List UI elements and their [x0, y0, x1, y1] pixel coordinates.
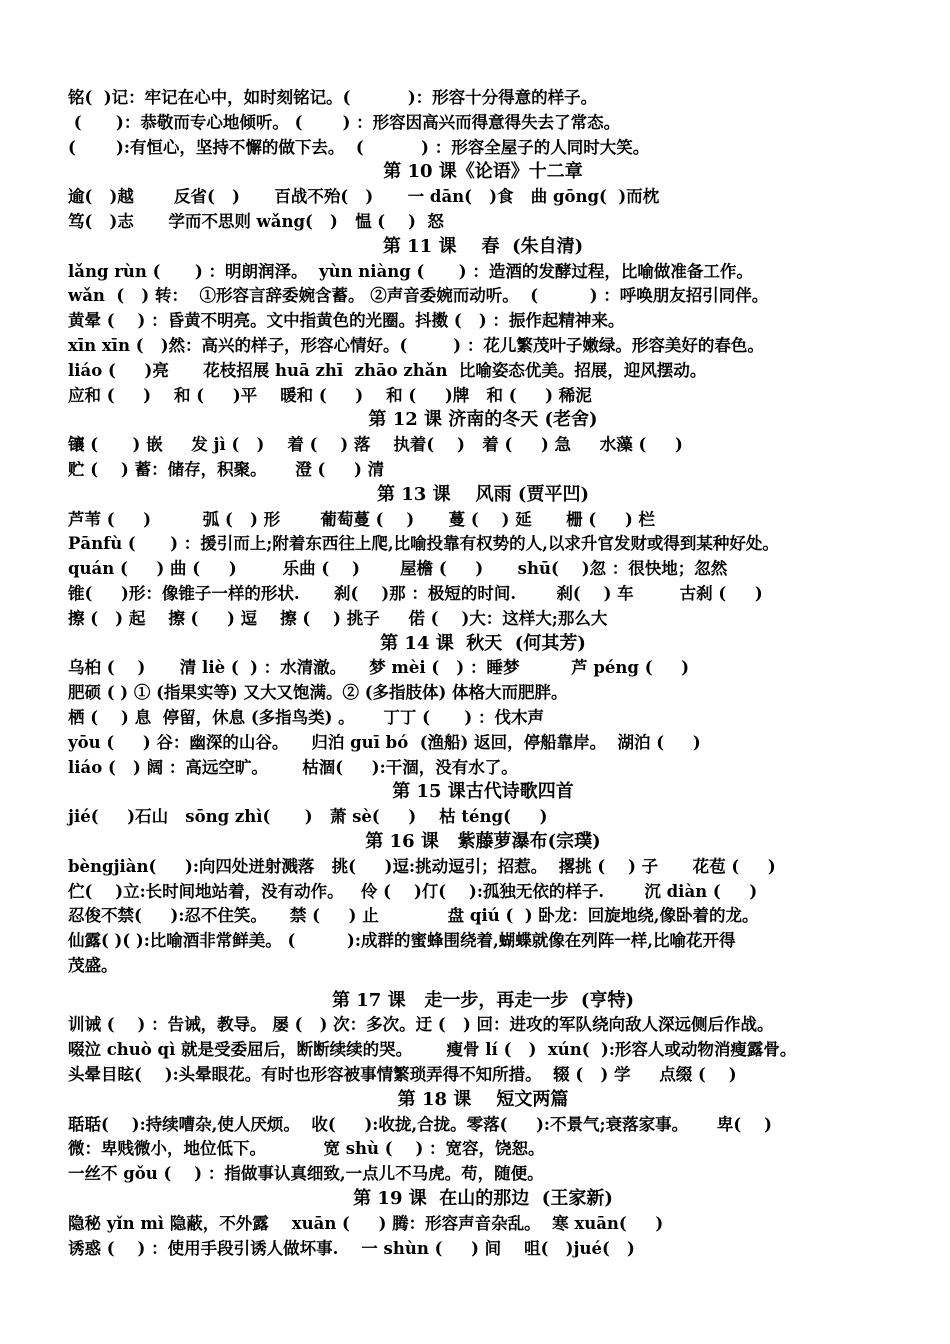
- text-line: 仙露( )( ):比喻酒非常鲜美。 ( ):成群的蜜蜂围绕着,蝴蝶就像在列阵一样,比喻花开得: [68, 931, 736, 951]
- worksheet-page: [68, 86, 898, 1261]
- text-line: 铭( )记：牢记在心中，如时刻铭记。( )：形容十分得意的样子。: [68, 88, 598, 107]
- text-line: 诱惑 ( ) ：使用手段引诱人做坏事. 一 shùn ( ) 间 咀( )jué( ): [68, 1238, 635, 1258]
- text-line: 微：卑贱微小，地位低下。 宽 shù ( ) ：宽容，饶恕。: [68, 1139, 545, 1159]
- text-line: 头晕目眩( ):头晕眼花。有时也形容被事情繁琐弄得不知所措。 辍 ( ) 学 点缀 ( ): [68, 1065, 737, 1085]
- text-line: 锥( )形：像锥子一样的形状. 刹( )那 ：极短的时间. 刹( ) 车 古刹 ( ): [68, 583, 763, 603]
- lesson-heading: 第 10 课《论语》十二章: [383, 161, 583, 183]
- lesson-heading: 第 18 课 短文两篇: [397, 1088, 569, 1110]
- text-line: 乌桕 ( ) 清 liè ( ) ：水清澈。 梦 mèi ( ) ：睡梦 芦 péng ( ): [68, 658, 690, 678]
- text-line: 笃( )志 学而不思则 wǎng( ) 愠 ( ) 怒: [68, 211, 444, 231]
- text-line: 一丝不 gǒu ( ) ：指做事认真细致,一点儿不马虎。苟，随便。: [68, 1164, 544, 1184]
- text-line: liáo ( ) 阔 ：高远空旷。 枯涸( ):干涸，没有水了。: [68, 757, 518, 777]
- lesson-heading: 第 19 课 在山的那边 (王家新): [353, 1188, 613, 1210]
- text-line: ( )：恭敬而专心地倾听。 ( ) ：形容因高兴而得意得失去了常态。: [68, 112, 621, 132]
- text-line: 擦 ( ) 起 擦 ( ) 逗 擦 ( ) 挑子 偌 ( )大：这样大;那么大: [68, 608, 608, 628]
- text-line: 聒聒( ):持续嘈杂,使人厌烦。 收( ):收拢,合拢。零落( ):不景气;衰落家事。 卑( ): [68, 1114, 772, 1134]
- text-line: 黄晕 ( ) ：昏黄不明亮。文中指黄色的光圈。抖擞 ( ) ：振作起精神来。: [68, 311, 625, 331]
- lesson-heading: 第 17 课 走一步，再走一步 (亨特): [332, 989, 634, 1011]
- lesson-heading: 第 13 课 风雨 (贾平凹): [377, 483, 589, 505]
- text-line: lǎng rùn ( ) ：明朗润泽。 yùn niàng ( ) ：造酒的发酵过程，比喻做准备工作。: [68, 261, 753, 281]
- lesson-heading: 第 12 课 济南的冬天 (老舍): [368, 409, 598, 431]
- text-line: 隐秘 yǐn mì 隐蔽，不外露 xuān ( ) 腾：形容声音杂乱。 寒 xuān( ): [68, 1213, 664, 1233]
- text-line: 训诫 ( ) ：告诫，教导。 屡 ( ) 次：多次。迂 ( ) 回：进攻的军队绕向敌人深远侧后作战。: [68, 1015, 774, 1035]
- lesson-heading: 第 15 课古代诗歌四首: [392, 781, 574, 803]
- text-line: Pānfù ( ) ：援引而上;附着东西往上爬,比喻投靠有权势的人,以求升官发财或得到某种好处。: [68, 534, 779, 554]
- text-line: liáo ( )亮 花枝招展 huā zhī zhāo zhǎn 比喻姿态优美。招展，迎风摆动。: [68, 360, 707, 380]
- lesson-heading: 第 16 课 紫藤萝瀑布(宗璞): [365, 830, 601, 852]
- text-line: 逾( )越 反省( ) 百战不殆( ) 一 dān( )食 曲 gōng( )而枕: [68, 187, 660, 207]
- text-line: quán ( ) 曲 ( ) 乐曲 ( ) 屋檐 ( ) shū( )忽 ：很快地；忽然: [68, 559, 728, 579]
- text-line: ( ):有恒心，坚持不懈的做下去。 ( ) ：形容全屋子的人同时大笑。: [68, 137, 650, 157]
- text-line: jié( )石山 sōng zhì( ) 萧 sè( ) 枯 téng( ): [68, 807, 548, 827]
- lesson-heading: 第 14 课 秋天 (何其芳): [380, 632, 586, 654]
- text-line: 肥硕 ( ) ① (指果实等) 又大又饱满。② (多指肢体) 体格大而肥胖。: [68, 683, 568, 703]
- text-line: 忍俊不禁( ):忍不住笑。 禁 ( ) 止 盘 qiú ( ) 卧龙：回旋地绕,像卧着的龙。: [68, 906, 759, 926]
- text-line: 栖 ( ) 息 停留，休息 (多指鸟类) 。 丁丁 ( ) ：伐木声: [68, 707, 544, 727]
- text-line: 茂盛。: [68, 955, 118, 975]
- text-line: 贮 ( ) 蓄：储存，积聚。 澄 ( ) 清: [68, 459, 385, 479]
- text-line: 镶 ( ) 嵌 发 jì ( ) 着 ( ) 落 执着( ) 着 ( ) 急 水藻 ( ): [68, 435, 683, 455]
- text-line: yōu ( ) 谷：幽深的山谷。 归泊 guī bó (渔船) 返回，停船靠岸。 湖泊 ( ): [68, 732, 701, 752]
- text-line: bèngjiàn( ):向四处迸射溅落 挑( )逗:挑动逗引；招惹。 撂挑 ( ) 子 花苞 ( ): [68, 856, 776, 876]
- text-line: 伫( )立:长时间地站着，没有动作。 伶 ( )仃( ):孤独无依的样子. 沉 diàn ( ): [68, 881, 758, 901]
- text-line: 芦苇 ( ) 弧 ( ) 形 葡萄蔓 ( ) 蔓 ( ) 延 栅 ( ) 栏: [68, 509, 655, 529]
- text-line: 应和 ( ) 和 ( )平 暖和 ( ) 和 ( )牌 和 ( ) 稀泥: [68, 385, 592, 405]
- lesson-heading: 第 11 课 春 (朱自清): [382, 235, 584, 257]
- text-line: wǎn ( ) 转： ①形容言辞委婉含蓄。 ②声音委婉而动听。 ( ) ：呼唤朋友招引同伴。: [68, 286, 769, 306]
- text-line: xīn xīn ( )然：高兴的样子，形容心情好。( ) ：花儿繁茂叶子嫩绿。形容美好的春色。: [68, 335, 764, 355]
- text-line: 啜泣 chuò qì 就是受委屈后，断断续续的哭。 瘦骨 lí ( ) xún( ):形容人或动物消瘦露骨。: [68, 1040, 797, 1060]
